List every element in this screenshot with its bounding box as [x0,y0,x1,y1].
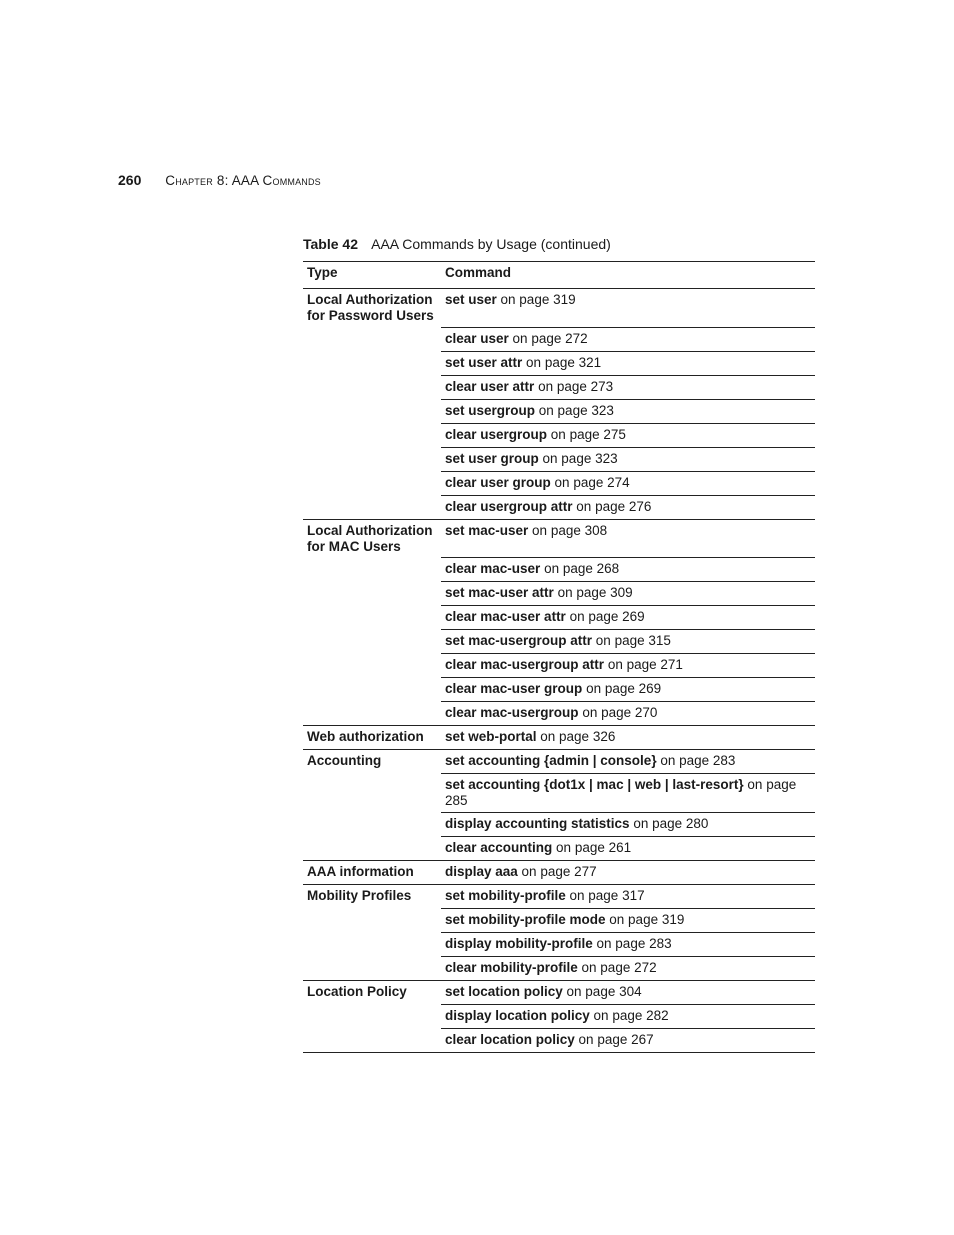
command-cell [441,606,815,630]
table-row [303,957,815,981]
command-cell [441,630,815,654]
type-cell: Accounting [307,753,382,768]
page-reference: on page 268 [540,561,620,576]
page-reference: on page 273 [534,378,614,394]
command-name: set accounting {admin | console} [445,753,657,768]
table-row [303,630,815,654]
type-cell [303,909,441,933]
command-cell [441,519,815,558]
page-reference: on page 274 [550,474,630,490]
page-reference: on page 317 [565,888,645,903]
page-reference: on page 269 [565,609,645,624]
page-reference: on page 319 [605,912,685,927]
table-row [303,289,815,328]
page-reference: on page 276 [572,498,652,514]
type-cell: Web authorization [303,726,441,750]
page-reference: on page 270 [578,705,658,720]
table-row [303,351,815,375]
command-name: display mobility-profile [445,936,593,951]
command-name: clear mac-user [445,561,541,576]
type-cell [303,630,441,654]
table-row [303,981,815,1005]
type-cell [303,678,441,702]
table-row [303,606,815,630]
command-cell [441,933,815,957]
command-name: clear mac-usergroup [445,705,579,720]
type-cell: Local Authorization for MAC Users [307,522,433,554]
command-cell [441,582,815,606]
type-cell [303,774,441,813]
page-reference: on page 271 [604,657,683,672]
type-cell [303,1029,441,1053]
command-name: clear accounting [445,840,553,855]
table-row [303,774,815,813]
type-cell: Local Authorization for Password Users [307,292,434,323]
command-cell [441,654,815,678]
command-name: display aaa [445,864,518,879]
command-name: clear user group [445,474,551,490]
command-name: set location policy [445,984,563,999]
table-row [303,933,815,957]
command-cell [441,351,815,375]
page-reference: on page 283 [656,753,736,768]
command-name: clear user attr [445,378,535,394]
table-row [303,909,815,933]
table-header-row [303,262,815,289]
command-cell [441,678,815,702]
page-reference: on page 280 [629,816,709,831]
page-reference: on page 326 [536,729,616,744]
table-row [303,1005,815,1029]
command-cell [441,495,815,519]
type-cell: Mobility Profiles [307,888,412,903]
table-row [303,495,815,519]
type-cell [303,375,441,399]
type-cell [303,423,441,447]
table-row [303,375,815,399]
command-cell [441,327,815,351]
command-name: set mac-user attr [445,585,554,600]
table-row [303,582,815,606]
type-cell [303,558,441,582]
page-reference: on page 277 [517,864,597,879]
command-name: clear mobility-profile [445,960,578,975]
command-cell [441,909,815,933]
table-row [303,327,815,351]
type-cell [303,702,441,726]
type-cell [303,813,441,837]
command-name: display location policy [445,1008,590,1023]
table-row [303,447,815,471]
type-cell [303,582,441,606]
page-reference: on page 308 [528,522,608,538]
page-reference: on page 283 [592,936,672,951]
type-cell [303,837,441,861]
table-row [303,423,815,447]
command-name: clear usergroup [445,426,548,442]
page-reference: on page 319 [496,292,576,307]
page-reference: on page 275 [547,426,626,442]
page-reference: on page 304 [562,984,642,999]
command-name: set web-portal [445,729,537,744]
type-cell [303,957,441,981]
command-cell [441,750,815,774]
command-cell [441,289,815,328]
page-reference: on page 272 [577,960,657,975]
command-name: set user [445,292,497,307]
command-name: clear mac-user group [445,681,583,696]
command-name: set mobility-profile [445,888,566,903]
table-row [303,399,815,423]
command-cell [441,1005,815,1029]
command-name: set mobility-profile mode [445,912,606,927]
command-name: set usergroup [445,402,536,418]
page-reference: on page 323 [535,402,614,418]
table-row [303,654,815,678]
table-row [303,519,815,558]
table-row [303,471,815,495]
command-name: set accounting {dot1x | mac | web | last-resort} [445,777,744,792]
page-reference: on page 261 [552,840,632,855]
page-reference: on page 323 [538,450,618,466]
command-cell [441,375,815,399]
command-cell [441,447,815,471]
command-cell [441,702,815,726]
command-cell [441,726,815,750]
command-cell [441,399,815,423]
chapter-title: Chapter 8: AAA Commands [165,173,321,188]
table-caption-label: Table 42 [303,236,358,252]
command-cell [441,774,815,813]
table-row [303,837,815,861]
table-body [303,289,815,1053]
type-cell [303,933,441,957]
column-header-type: Type [303,262,441,289]
type-cell: AAA information [303,861,441,885]
table-caption-title: AAA Commands by Usage (continued) [371,236,611,252]
command-name: display accounting statistics [445,816,630,831]
command-name: clear location policy [445,1032,575,1047]
type-cell [303,606,441,630]
type-cell [303,351,441,375]
command-name: clear mac-usergroup attr [445,657,605,672]
command-cell [441,1029,815,1053]
table-caption [303,235,611,253]
type-cell: Location Policy [307,984,407,999]
command-cell [441,558,815,582]
type-cell [303,399,441,423]
command-cell [441,423,815,447]
table-row [303,702,815,726]
type-cell [303,495,441,519]
page-reference: on page 321 [522,354,602,370]
type-cell [303,1005,441,1029]
command-name: set mac-usergroup attr [445,633,593,648]
table-row [303,726,815,750]
page-number: 260 [118,172,142,188]
command-name: clear usergroup attr [445,498,573,514]
type-cell [303,447,441,471]
command-name: set user attr [445,354,523,370]
command-cell [441,471,815,495]
command-cell [441,837,815,861]
table-row [303,1029,815,1053]
table-row [303,813,815,837]
command-cell [441,885,815,909]
command-cell [441,861,815,885]
table-row [303,861,815,885]
command-name: clear user [445,330,509,346]
aaa-commands-table [303,261,815,1053]
command-cell [441,957,815,981]
table-row [303,885,815,909]
type-cell [303,327,441,351]
page-header [118,171,321,190]
column-header-command: Command [441,262,815,289]
command-cell [441,813,815,837]
command-name: clear mac-user attr [445,609,566,624]
table-row [303,678,815,702]
table-row [303,558,815,582]
page-reference: on page 309 [553,585,633,600]
type-cell [303,471,441,495]
table-row [303,750,815,774]
command-name: set user group [445,450,539,466]
page-reference: on page 272 [508,330,588,346]
page-reference: on page 282 [589,1008,669,1023]
page-reference: on page 269 [582,681,662,696]
command-name: set mac-user [445,522,529,538]
page-reference: on page 267 [574,1032,654,1047]
type-cell [303,654,441,678]
command-cell [441,981,815,1005]
page-reference: on page 315 [592,633,671,648]
page-reference: on page 285 [445,777,797,808]
